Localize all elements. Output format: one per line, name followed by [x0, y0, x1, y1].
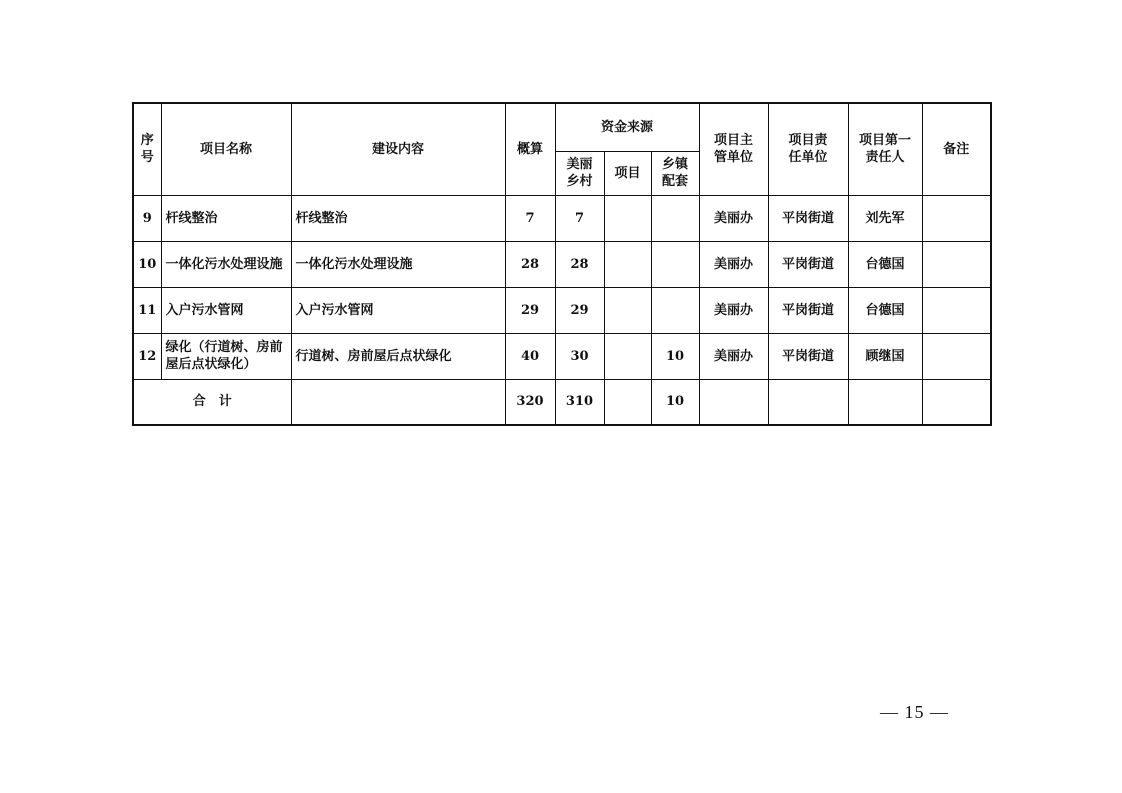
cell-remark: [922, 333, 991, 379]
cell-person: 刘先军: [848, 195, 922, 241]
total-project: [604, 379, 651, 425]
cell-seq: 12: [133, 333, 161, 379]
cell-name: 杆线整治: [161, 195, 291, 241]
header-fund-town: 乡镇配套: [651, 151, 699, 195]
cell-name: 一体化污水处理设施: [161, 241, 291, 287]
header-seq: 序号: [133, 103, 161, 195]
total-resp-unit: [768, 379, 848, 425]
cell-seq: 11: [133, 287, 161, 333]
cell-meili: 7: [555, 195, 604, 241]
cell-content: 行道树、房前屋后点状绿化: [291, 333, 505, 379]
cell-project: [604, 195, 651, 241]
cell-unit: 美丽办: [699, 333, 768, 379]
cell-content: 一体化污水处理设施: [291, 241, 505, 287]
header-fund-source: 资金来源: [555, 103, 699, 151]
cell-meili: 28: [555, 241, 604, 287]
total-meili: 310: [555, 379, 604, 425]
cell-remark: [922, 287, 991, 333]
total-budget: 320: [505, 379, 555, 425]
cell-meili: 30: [555, 333, 604, 379]
cell-remark: [922, 241, 991, 287]
total-person: [848, 379, 922, 425]
page-number: — 15 —: [880, 702, 949, 722]
table-row: [133, 195, 991, 241]
cell-unit: 美丽办: [699, 195, 768, 241]
cell-town: [651, 287, 699, 333]
total-content: [291, 379, 505, 425]
total-town: 10: [651, 379, 699, 425]
header-fund-meili: 美丽乡村: [555, 151, 604, 195]
cell-meili: 29: [555, 287, 604, 333]
cell-town: 10: [651, 333, 699, 379]
cell-content: 杆线整治: [291, 195, 505, 241]
cell-person: 台德国: [848, 287, 922, 333]
header-content: 建设内容: [291, 103, 505, 195]
table-row: [133, 333, 991, 379]
cell-budget: 28: [505, 241, 555, 287]
cell-budget: 40: [505, 333, 555, 379]
cell-seq: 10: [133, 241, 161, 287]
header-unit: 项目主管单位: [699, 103, 768, 195]
cell-project: [604, 241, 651, 287]
cell-project: [604, 333, 651, 379]
total-row: [133, 379, 991, 425]
cell-resp-unit: 平岗街道: [768, 333, 848, 379]
cell-content: 入户污水管网: [291, 287, 505, 333]
header-row-1: [133, 103, 991, 151]
cell-resp-unit: 平岗街道: [768, 195, 848, 241]
header-resp-unit: 项目责任单位: [768, 103, 848, 195]
table-row: [133, 287, 991, 333]
cell-seq: 9: [133, 195, 161, 241]
header-first-resp: 项目第一责任人: [848, 103, 922, 195]
cell-remark: [922, 195, 991, 241]
cell-unit: 美丽办: [699, 241, 768, 287]
cell-budget: 7: [505, 195, 555, 241]
cell-person: 台德国: [848, 241, 922, 287]
table-row: [133, 241, 991, 287]
cell-resp-unit: 平岗街道: [768, 287, 848, 333]
project-table: [132, 102, 992, 426]
cell-name: 绿化（行道树、房前屋后点状绿化）: [161, 333, 291, 379]
cell-project: [604, 287, 651, 333]
cell-unit: 美丽办: [699, 287, 768, 333]
header-budget: 概算: [505, 103, 555, 195]
cell-town: [651, 241, 699, 287]
cell-budget: 29: [505, 287, 555, 333]
header-name: 项目名称: [161, 103, 291, 195]
cell-name: 入户污水管网: [161, 287, 291, 333]
cell-person: 顾继国: [848, 333, 922, 379]
total-label: 合 计: [133, 379, 291, 425]
header-fund-project: 项目: [604, 151, 651, 195]
total-remark: [922, 379, 991, 425]
total-unit: [699, 379, 768, 425]
header-remark: 备注: [922, 103, 991, 195]
cell-town: [651, 195, 699, 241]
cell-resp-unit: 平岗街道: [768, 241, 848, 287]
